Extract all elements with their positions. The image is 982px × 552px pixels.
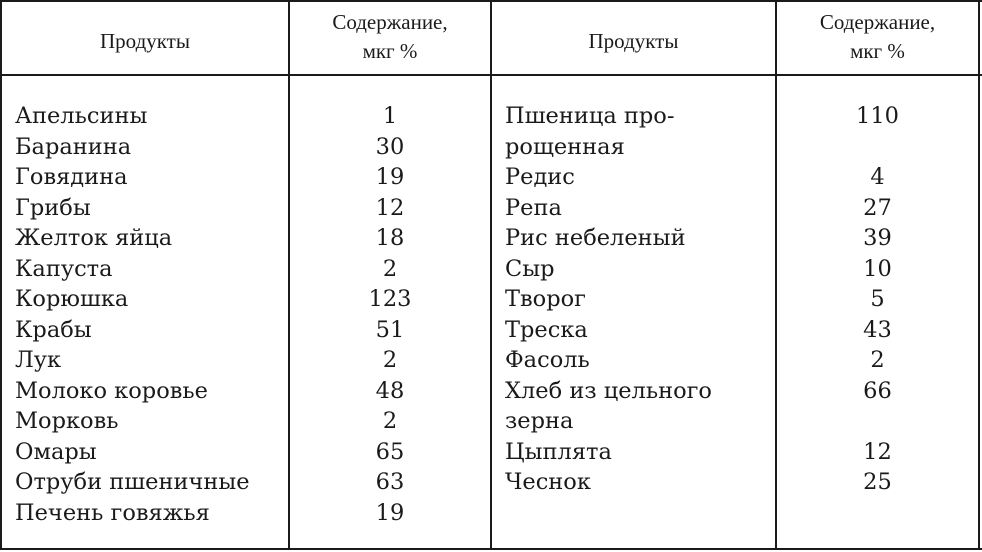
product-name: Капуста <box>15 255 113 282</box>
content-value: 19 <box>375 499 405 526</box>
right-header-content <box>777 8 978 66</box>
content-value: 5 <box>870 286 885 312</box>
content-value: 2 <box>382 255 398 282</box>
product-name: Треска <box>505 316 588 343</box>
content-value: 12 <box>863 438 892 465</box>
content-value: 30 <box>375 133 405 160</box>
table-row <box>505 345 975 376</box>
table-row <box>15 498 475 529</box>
content-value: 12 <box>375 194 405 221</box>
product-name: Апельсины <box>15 103 148 129</box>
table-row <box>505 467 975 498</box>
content-value: 123 <box>368 286 412 312</box>
right-header-content-line2: мкг % <box>850 39 905 63</box>
content-value: 27 <box>863 194 892 221</box>
right-table-body <box>505 101 975 498</box>
product-name: Желток яйца <box>15 225 173 251</box>
table-row <box>505 193 975 224</box>
table-row <box>505 315 975 346</box>
table-right-border <box>978 0 980 550</box>
content-value: 25 <box>863 469 892 495</box>
table-row <box>505 101 975 162</box>
product-name-line2: рощенная <box>505 133 625 160</box>
table-row <box>505 284 975 315</box>
table-row <box>15 101 475 132</box>
product-name: Молоко коровье <box>15 377 208 404</box>
product-name: Сыр <box>505 255 555 282</box>
table-row <box>15 193 475 224</box>
content-value: 4 <box>870 164 885 190</box>
table-row <box>15 406 475 437</box>
table-row <box>15 345 475 376</box>
product-name: Творог <box>505 286 586 312</box>
table-row <box>505 223 975 254</box>
content-value: 51 <box>375 316 405 343</box>
product-name <box>505 101 674 162</box>
left-header-content-line1: Содержание, <box>332 10 448 34</box>
table-row <box>15 437 475 468</box>
product-name: Цыплята <box>505 438 612 465</box>
left-table-body <box>15 101 475 528</box>
content-value: 63 <box>375 469 405 495</box>
table-row <box>15 223 475 254</box>
left-header-product: Продукты <box>100 29 190 53</box>
content-value: 19 <box>375 164 405 190</box>
left-header-content <box>290 8 490 66</box>
content-value: 2 <box>870 347 885 373</box>
product-name: Чеснок <box>505 469 591 495</box>
table-row <box>505 254 975 285</box>
product-name-line1: Пшеница про- <box>505 103 675 129</box>
table-row <box>15 132 475 163</box>
product-name: Морковь <box>15 408 119 434</box>
content-value: 39 <box>863 225 892 251</box>
content-value: 1 <box>382 103 398 129</box>
product-name: Говядина <box>15 164 128 190</box>
product-name: Грибы <box>15 194 91 221</box>
product-name-line2: зерна <box>505 408 574 434</box>
product-name-line1: Хлеб из цельного <box>505 377 712 404</box>
product-name: Омары <box>15 438 97 465</box>
content-value: 66 <box>863 377 892 404</box>
product-name: Лук <box>15 347 62 373</box>
content-value: 110 <box>856 103 899 129</box>
product-name: Корюшка <box>15 286 129 312</box>
table-row <box>505 376 975 437</box>
product-name: Крабы <box>15 316 92 343</box>
product-name <box>505 376 712 437</box>
product-name: Отруби пшеничные <box>15 469 250 495</box>
product-name: Редис <box>505 164 575 190</box>
table-row <box>15 254 475 285</box>
right-header-product: Продукты <box>588 29 679 53</box>
table-left-border <box>0 0 2 550</box>
table-row <box>15 284 475 315</box>
table-row <box>15 376 475 407</box>
table-row <box>15 467 475 498</box>
table-row <box>505 437 975 468</box>
content-value: 65 <box>375 438 405 465</box>
product-name: Баранина <box>15 133 132 160</box>
table-row <box>505 162 975 193</box>
content-value: 10 <box>863 255 892 282</box>
content-value: 48 <box>375 377 405 404</box>
product-name: Репа <box>505 194 562 221</box>
product-name: Фасоль <box>505 347 590 373</box>
content-value: 18 <box>375 225 405 251</box>
content-value: 2 <box>382 408 398 434</box>
center-divider <box>490 0 492 550</box>
right-header-content-line1: Содержание, <box>819 10 936 34</box>
left-header-content-line2: мкг % <box>362 39 418 63</box>
content-value: 2 <box>382 347 398 373</box>
product-name: Печень говяжья <box>15 499 210 526</box>
table-row <box>15 315 475 346</box>
table-row <box>15 162 475 193</box>
product-name: Рис небеленый <box>505 225 686 251</box>
content-value: 43 <box>863 316 892 343</box>
